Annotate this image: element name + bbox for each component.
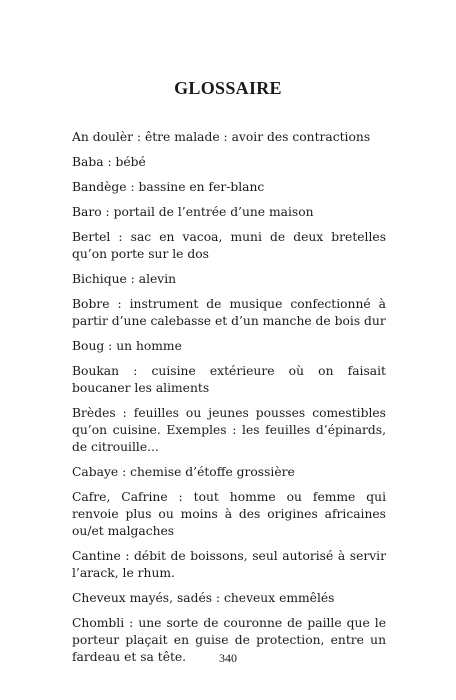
glossary-entry: Bichique : alevin xyxy=(72,272,177,286)
page-title: GLOSSAIRE xyxy=(174,78,282,98)
glossary-entry: Bandège : bassine en fer-blanc xyxy=(72,180,265,194)
glossary-entry: Cafre, Cafrine : tout homme ou femme qui renvoie plus ou moins à des origines africaines ou/et malgaches xyxy=(72,490,386,538)
glossary-entry: Boug : un homme xyxy=(72,339,182,353)
glossary-entry: Bobre : instrument de musique confectionné à partir d’une calebasse et d’un manche de bois dur xyxy=(72,297,386,328)
glossary-entry: Brèdes : feuilles ou jeunes pousses comestibles qu’on cuisine. Exemples : les feuilles d’épinards, de citrouille... xyxy=(72,406,386,454)
glossary-entry: Cabaye : chemise d’étoffe grossière xyxy=(72,465,295,479)
glossary-entry: Cheveux mayés, sadés : cheveux emmêlés xyxy=(72,591,335,605)
glossary-entry: Baba : bébé xyxy=(72,155,146,169)
glossary-entry: Cantine : débit de boissons, seul autorisé à servir l’arack, le rhum. xyxy=(72,549,386,580)
glossary-entry: Baro : portail de l’entrée d’une maison xyxy=(72,205,314,219)
glossary-entry: Bertel : sac en vacoa, muni de deux bretelles qu’on porte sur le dos xyxy=(72,230,386,261)
glossary-entry: Chombli : une sorte de couronne de paille que le porteur plaçait en guise de protection, entre un fardeau et sa tête. xyxy=(72,616,386,664)
glossary-list xyxy=(72,129,386,674)
page-number: 340 xyxy=(219,651,237,665)
glossary-entry: Boukan : cuisine extérieure où on faisait boucaner les aliments xyxy=(72,364,386,395)
glossary-entry: An doulèr : être malade : avoir des contractions xyxy=(72,130,371,144)
